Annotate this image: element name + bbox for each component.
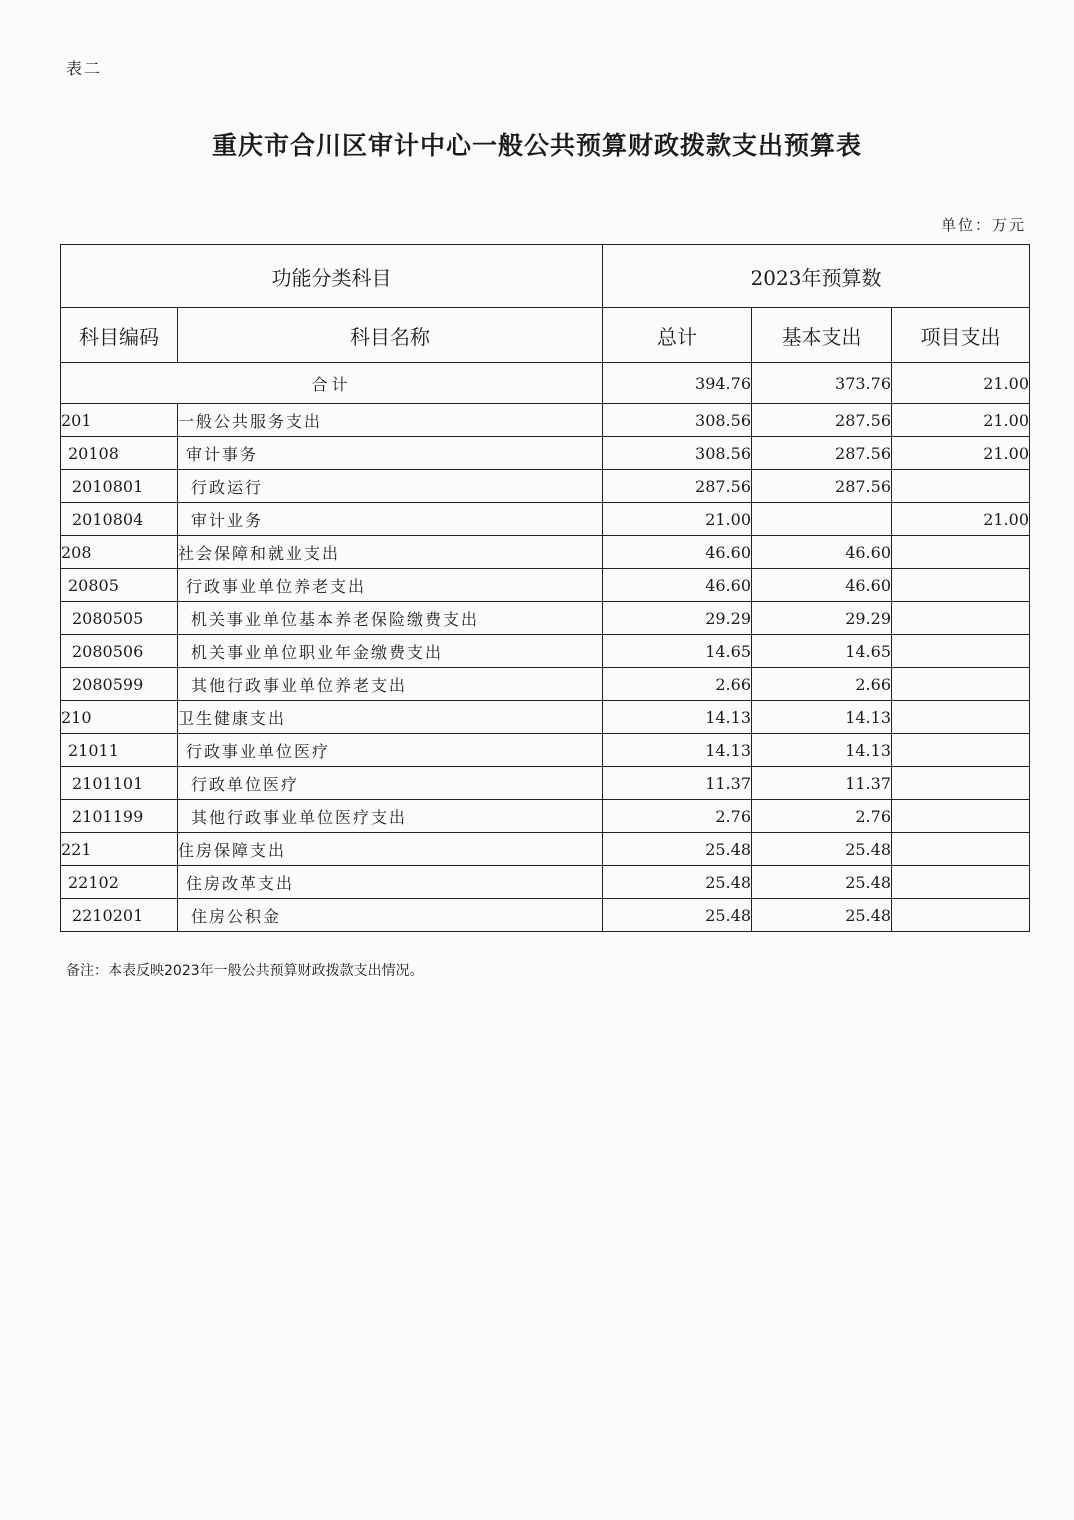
cell-total: 25.48 [603,899,752,932]
cell-basic: 25.48 [752,899,892,932]
table-row [61,536,1030,569]
column-header-name: 科目名称 [178,308,603,363]
cell-code: 208 [61,536,178,569]
table-row [61,866,1030,899]
cell-project [892,866,1030,899]
cell-total: 287.56 [603,470,752,503]
table-row [61,833,1030,866]
cell-name: 机关事业单位职业年金缴费支出 [178,635,603,668]
total-cell-project: 21.00 [892,363,1030,404]
cell-name: 机关事业单位基本养老保险缴费支出 [178,602,603,635]
cell-name: 审计业务 [178,503,603,536]
cell-total: 11.37 [603,767,752,800]
budget-table [60,244,1030,932]
cell-project [892,701,1030,734]
cell-code: 2101199 [61,800,178,833]
cell-basic [752,503,892,536]
column-header-total: 总计 [603,308,752,363]
cell-code: 210 [61,701,178,734]
table-row [61,635,1030,668]
cell-code: 20805 [61,569,178,602]
cell-project [892,899,1030,932]
table-row [61,767,1030,800]
total-cell-total: 394.76 [603,363,752,404]
cell-code: 20108 [61,437,178,470]
table-row [61,569,1030,602]
total-cell-basic: 373.76 [752,363,892,404]
cell-code: 2080506 [61,635,178,668]
cell-total: 29.29 [603,602,752,635]
table-row [61,668,1030,701]
cell-project [892,602,1030,635]
cell-project: 21.00 [892,437,1030,470]
cell-basic: 25.48 [752,833,892,866]
cell-total: 46.60 [603,536,752,569]
cell-basic: 46.60 [752,569,892,602]
cell-total: 14.13 [603,734,752,767]
cell-code: 2010804 [61,503,178,536]
table-row [61,734,1030,767]
cell-basic: 14.13 [752,734,892,767]
cell-total: 46.60 [603,569,752,602]
cell-basic: 2.66 [752,668,892,701]
column-header-basic: 基本支出 [752,308,892,363]
cell-name: 住房改革支出 [178,866,603,899]
table-row [61,470,1030,503]
table-row [61,701,1030,734]
cell-name: 行政单位医疗 [178,767,603,800]
cell-name: 一般公共服务支出 [178,404,603,437]
cell-basic: 46.60 [752,536,892,569]
cell-name: 审计事务 [178,437,603,470]
cell-name: 社会保障和就业支出 [178,536,603,569]
cell-total: 308.56 [603,404,752,437]
table-column-header-row [61,308,1030,363]
unit-label: 单位：万元 [940,216,1026,234]
cell-name: 行政事业单位医疗 [178,734,603,767]
cell-total: 2.66 [603,668,752,701]
cell-code: 2101101 [61,767,178,800]
cell-code: 21011 [61,734,178,767]
cell-project: 21.00 [892,503,1030,536]
cell-name: 住房公积金 [178,899,603,932]
cell-name: 住房保障支出 [178,833,603,866]
cell-code: 2080599 [61,668,178,701]
table-row [61,899,1030,932]
group-header-functional-classification: 功能分类科目 [61,245,603,308]
cell-code: 201 [61,404,178,437]
cell-basic: 29.29 [752,602,892,635]
cell-name: 其他行政事业单位养老支出 [178,668,603,701]
cell-basic: 287.56 [752,470,892,503]
footnote: 备注：本表反映2023年一般公共预算财政拨款支出情况。 [66,963,424,979]
cell-code: 2080505 [61,602,178,635]
table-row [61,602,1030,635]
cell-basic: 14.65 [752,635,892,668]
column-header-code: 科目编码 [61,308,178,363]
total-label: 合计 [61,363,603,404]
cell-project [892,767,1030,800]
group-header-budget-2023: 2023年预算数 [603,245,1030,308]
cell-total: 21.00 [603,503,752,536]
cell-project [892,668,1030,701]
cell-project [892,734,1030,767]
cell-total: 2.76 [603,800,752,833]
column-header-project: 项目支出 [892,308,1030,363]
cell-basic: 2.76 [752,800,892,833]
cell-total: 14.65 [603,635,752,668]
table-row [61,437,1030,470]
cell-basic: 25.48 [752,866,892,899]
cell-name: 行政运行 [178,470,603,503]
cell-code: 221 [61,833,178,866]
table-group-header-row [61,245,1030,308]
cell-project [892,536,1030,569]
document-title: 重庆市合川区审计中心一般公共预算财政拨款支出预算表 [211,131,862,160]
table-number: 表二 [66,59,103,78]
cell-name: 其他行政事业单位医疗支出 [178,800,603,833]
cell-project [892,635,1030,668]
cell-code: 2010801 [61,470,178,503]
cell-project [892,833,1030,866]
cell-total: 308.56 [603,437,752,470]
cell-total: 25.48 [603,866,752,899]
cell-total: 14.13 [603,701,752,734]
table-row [61,404,1030,437]
cell-code: 2210201 [61,899,178,932]
cell-name: 卫生健康支出 [178,701,603,734]
cell-project [892,470,1030,503]
cell-basic: 14.13 [752,701,892,734]
cell-project [892,800,1030,833]
cell-basic: 287.56 [752,404,892,437]
cell-project: 21.00 [892,404,1030,437]
cell-code: 22102 [61,866,178,899]
table-row [61,800,1030,833]
cell-name: 行政事业单位养老支出 [178,569,603,602]
cell-project [892,569,1030,602]
total-row [61,363,1030,404]
cell-basic: 11.37 [752,767,892,800]
cell-basic: 287.56 [752,437,892,470]
cell-total: 25.48 [603,833,752,866]
table-row [61,503,1030,536]
